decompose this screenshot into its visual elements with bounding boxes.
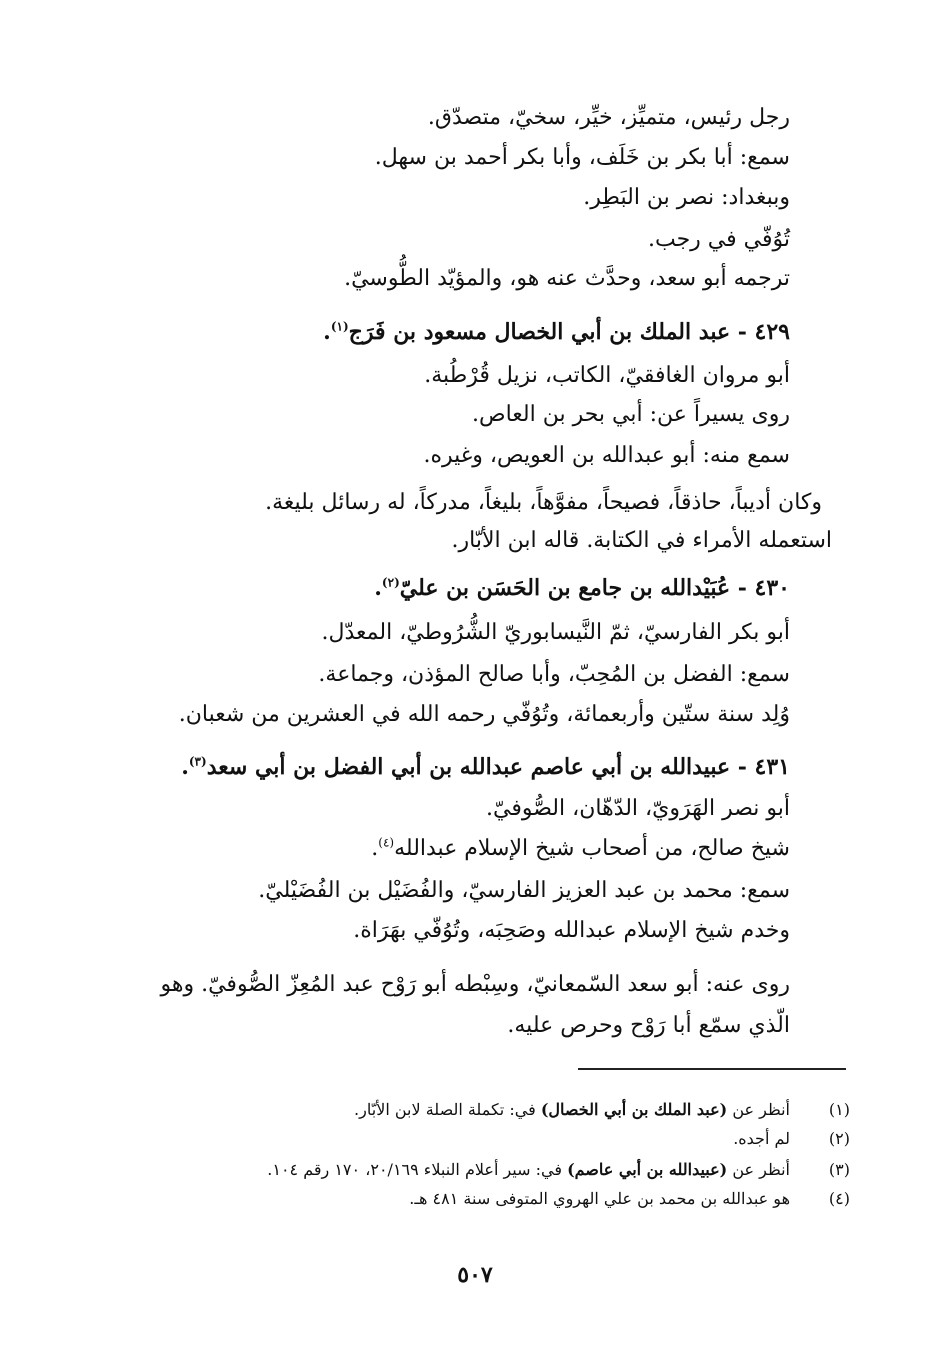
footnote-suffix: في: تكملة الصلة لابن الأبّار.	[354, 1100, 541, 1119]
entry-title: ٤٣١ - عبيدالله بن أبي عاصم عبدالله بن أبي الفضل بن أبي سعد	[206, 754, 790, 780]
footnote-number: (٤)	[828, 1189, 850, 1208]
entry-title: ٤٣٠ - عُبَيْدالله بن جامع بن الحَسَن بن عليّ	[399, 575, 790, 601]
line-text: شيخ صالح، من أصحاب شيخ الإسلام عبدالله	[394, 836, 790, 861]
footnote-prefix: أنظر عن	[727, 1160, 790, 1179]
footnote	[409, 1187, 790, 1211]
text-line: استعمله الأمراء في الكتابة. قاله ابن الأبّار.	[451, 528, 832, 553]
line-end: .	[371, 836, 379, 861]
text-line: وخدم شيخ الإسلام عبدالله وصَحِبَه، وتُوُفّي بهَرَاة.	[353, 918, 790, 943]
footnote-ref: (١)	[330, 319, 349, 334]
footnote	[354, 1098, 790, 1122]
footnote-prefix: أنظر عن	[727, 1100, 790, 1119]
page-number: ٥٠٧	[457, 1262, 493, 1288]
heading-end: .	[374, 575, 382, 601]
heading-end: .	[181, 754, 189, 780]
text-line: روى عنه: أبو سعد السّمعانيّ، وسِبْطه أبو رَوْح عبد المُعِزّ الصُّوفيّ. وهو	[160, 972, 790, 997]
text-line: سمع: الفضل بن المُحِبّ، وأبا صالح المؤذن، وجماعة.	[318, 662, 790, 687]
footnote-prefix: هو عبدالله بن محمد بن علي الهروي المتوفى سنة ٤٨١ هـ.	[409, 1189, 790, 1208]
text-line: سمع: محمد بن عبد العزيز الفارسيّ، والفُضَيْل بن الفُضَيْليّ.	[258, 878, 790, 903]
text-line: رجل رئيس، متميِّز، خيِّر، سخيّ، متصدّق.	[427, 105, 790, 130]
text-line: تُوُفّي في رجب.	[647, 227, 790, 252]
text-line	[371, 834, 790, 864]
entry-heading	[374, 573, 790, 603]
footnote-separator	[578, 1068, 846, 1070]
text-line: أبو نصر الهَرَويّ، الدّهّان، الصُّوفيّ.	[486, 796, 790, 821]
footnote	[267, 1158, 790, 1182]
text-line: ترجمه أبو سعد، وحدَّث عنه هو، والمؤيّد الطُّوسيّ.	[344, 266, 790, 291]
footnote-subject: (عبيدالله بن أبي عاصم)	[567, 1160, 728, 1179]
text-line: سمع: أبا بكر بن خَلَف، وأبا بكر أحمد بن سهل.	[374, 145, 790, 170]
footnote	[733, 1127, 790, 1151]
footnote-ref: (٤)	[378, 835, 395, 850]
text-line: وكان أديباً، حاذقاً، فصيحاً، مفوَّهاً، بليغاً، مدركاً، له رسائل بليغة.	[265, 490, 822, 515]
footnote-number: (٣)	[828, 1160, 850, 1179]
footnote-number: (١)	[828, 1100, 850, 1119]
footnote-ref: (٣)	[188, 754, 207, 769]
entry-heading	[181, 752, 790, 782]
text-line: وُلِد سنة ستّين وأربعمائة، وتُوُفّي رحمه الله في العشرين من شعبان.	[178, 702, 790, 727]
text-line: الّذي سمّع أبا رَوْح وحرص عليه.	[507, 1013, 790, 1038]
text-line: أبو مروان الغافقيّ، الكاتب، نزيل قُرْطُبة.	[424, 363, 790, 388]
entry-heading	[323, 317, 790, 347]
heading-end: .	[323, 319, 331, 345]
text-line: أبو بكر الفارسيّ، ثمّ النَّيسابوريّ الشُّرُوطيّ، المعدّل.	[321, 620, 790, 645]
footnote-subject: (عبد الملك بن أبي الخصال)	[540, 1100, 728, 1119]
text-line: سمع منه: أبو عبدالله بن العويص، وغيره.	[423, 443, 790, 468]
footnote-suffix: في: سير أعلام النبلاء ٢٠/١٦٩، ١٧٠ رقم ١٠٤.	[267, 1160, 568, 1179]
text-line: وببغداد: نصر بن البَطِر.	[583, 185, 790, 210]
entry-title: ٤٢٩ - عبد الملك بن أبي الخصال مسعود بن فَرَج	[348, 319, 790, 345]
footnote-number: (٢)	[828, 1129, 850, 1148]
footnote-prefix: لم أجده.	[733, 1129, 790, 1148]
text-line: روى يسيراً عن: أبي بحر بن العاص.	[472, 402, 790, 427]
footnote-ref: (٢)	[381, 575, 400, 590]
